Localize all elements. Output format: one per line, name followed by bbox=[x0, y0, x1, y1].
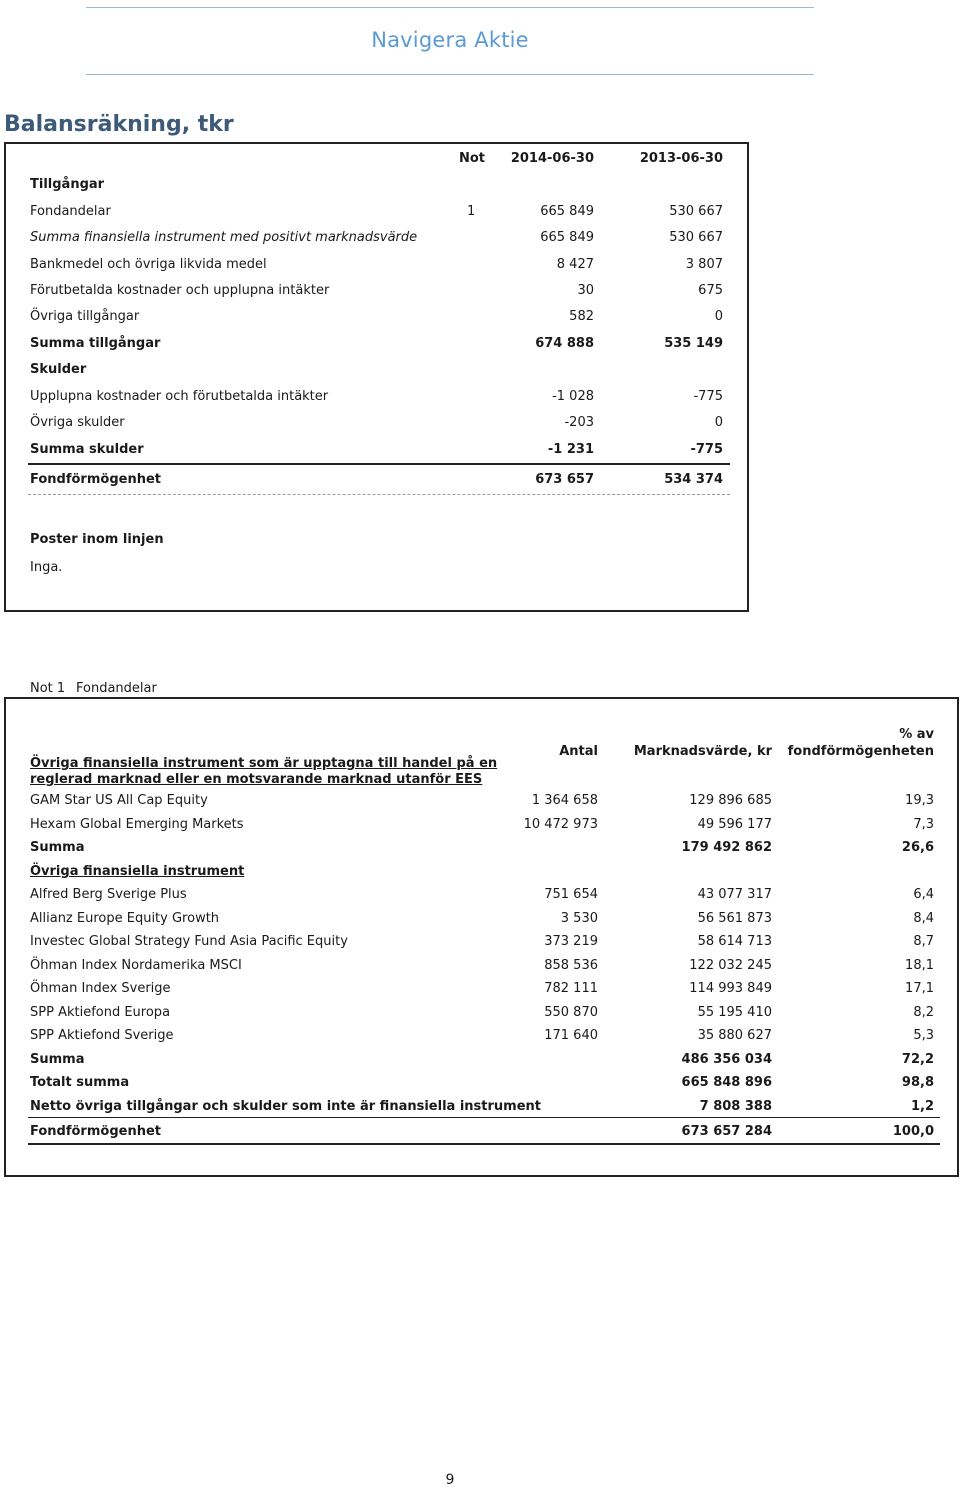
net-assets-rule-top bbox=[28, 1117, 940, 1118]
group-heading-other: Övriga finansiella instrument bbox=[30, 864, 245, 879]
holding-value: 55 195 410 bbox=[697, 1005, 772, 1020]
holding-value: 122 032 245 bbox=[689, 958, 772, 973]
subtotal-value: 179 492 862 bbox=[681, 840, 772, 855]
holding-value: 43 077 317 bbox=[697, 887, 772, 902]
note-label: Not 1 bbox=[30, 681, 66, 696]
holding-value: 129 896 685 bbox=[689, 793, 772, 808]
holding-value: 35 880 627 bbox=[697, 1028, 772, 1043]
header-rule-top bbox=[86, 7, 814, 8]
holding-value: 56 561 873 bbox=[697, 911, 772, 926]
net-assets-value: 673 657 284 bbox=[681, 1124, 772, 1139]
col-header-note: Not bbox=[459, 151, 486, 166]
balance-row-value-2013: 675 bbox=[698, 283, 723, 298]
holding-name: Öhman Index Nordamerika MSCI bbox=[30, 958, 242, 973]
balance-row-label: Fondandelar bbox=[30, 204, 111, 219]
col-header-pct-line2: fondförmögenheten bbox=[787, 744, 934, 759]
holding-pct: 6,4 bbox=[913, 887, 934, 902]
subtotal-value: 486 356 034 bbox=[681, 1052, 772, 1067]
holding-name: Hexam Global Emerging Markets bbox=[30, 817, 244, 832]
net-other-label: Netto övriga tillgångar och skulder som inte är finansiella instrument bbox=[30, 1099, 541, 1114]
net-assets-rule-bottom bbox=[28, 1143, 940, 1145]
net-other-value: 7 808 388 bbox=[699, 1099, 772, 1114]
off-balance-heading: Poster inom linjen bbox=[30, 532, 164, 547]
balance-row-value-2014: -1 028 bbox=[552, 389, 594, 404]
balance-row-value-2013: 534 374 bbox=[664, 472, 723, 487]
balance-row-label: Fondförmögenhet bbox=[30, 472, 161, 487]
balance-row-label: Skulder bbox=[30, 362, 87, 377]
holding-pct: 19,3 bbox=[905, 793, 934, 808]
header-rule-bottom bbox=[86, 74, 814, 75]
off-balance-text: Inga. bbox=[30, 560, 63, 575]
holding-antal: 373 219 bbox=[544, 934, 598, 949]
balance-row-label: Bankmedel och övriga likvida medel bbox=[30, 257, 267, 272]
balance-row-label: Summa skulder bbox=[30, 442, 144, 457]
holding-pct: 5,3 bbox=[913, 1028, 934, 1043]
col-header-2013: 2013-06-30 bbox=[639, 151, 723, 166]
holding-name: SPP Aktiefond Sverige bbox=[30, 1028, 174, 1043]
balance-row-label: Övriga tillgångar bbox=[30, 309, 140, 324]
total-rule bbox=[28, 463, 730, 465]
subtotal-label: Summa bbox=[30, 1052, 85, 1067]
balance-row-label: Tillgångar bbox=[30, 177, 105, 192]
holding-antal: 3 530 bbox=[560, 911, 598, 926]
balance-row-value-2013: 535 149 bbox=[664, 336, 723, 351]
holding-pct: 7,3 bbox=[913, 817, 934, 832]
grand-total-label: Totalt summa bbox=[30, 1075, 130, 1090]
holding-value: 49 596 177 bbox=[697, 817, 772, 832]
holding-pct: 17,1 bbox=[905, 981, 934, 996]
holding-antal: 782 111 bbox=[544, 981, 598, 996]
holding-value: 114 993 849 bbox=[689, 981, 772, 996]
grand-total-pct: 98,8 bbox=[901, 1075, 934, 1090]
balance-row-value-2013: 3 807 bbox=[685, 257, 723, 272]
holding-antal: 751 654 bbox=[544, 887, 598, 902]
col-header-antal: Antal bbox=[559, 744, 598, 759]
balance-row-value-2014: 665 849 bbox=[540, 230, 594, 245]
balance-row-value-2014: 30 bbox=[577, 283, 594, 298]
balance-row-value-2013: 0 bbox=[714, 309, 723, 324]
balance-sheet-heading: Balansräkning, tkr bbox=[4, 112, 234, 137]
col-header-market-value: Marknadsvärde, kr bbox=[633, 744, 772, 759]
balance-row-value-2014: 665 849 bbox=[540, 204, 594, 219]
holding-value: 58 614 713 bbox=[697, 934, 772, 949]
holding-antal: 171 640 bbox=[544, 1028, 598, 1043]
balance-row-value-2013: -775 bbox=[690, 442, 723, 457]
grand-total-value: 665 848 896 bbox=[681, 1075, 772, 1090]
balance-row-value-2013: 530 667 bbox=[669, 204, 723, 219]
col-header-pct-line1: % av bbox=[899, 727, 934, 742]
balance-row-note: 1 bbox=[467, 204, 476, 219]
balance-row-label: Förutbetalda kostnader och upplupna intäkter bbox=[30, 283, 330, 298]
balance-row-label: Summa finansiella instrument med positivt marknadsvärde bbox=[30, 230, 418, 245]
subtotal-pct: 26,6 bbox=[901, 840, 934, 855]
holding-pct: 8,7 bbox=[913, 934, 934, 949]
balance-row-value-2014: 674 888 bbox=[535, 336, 594, 351]
holding-name: Alfred Berg Sverige Plus bbox=[30, 887, 187, 902]
holding-name: Allianz Europe Equity Growth bbox=[30, 911, 220, 926]
subtotal-pct: 72,2 bbox=[901, 1052, 934, 1067]
balance-row-value-2014: 582 bbox=[569, 309, 594, 324]
underline-rule bbox=[28, 494, 730, 495]
balance-row-label: Upplupna kostnader och förutbetalda intäkter bbox=[30, 389, 329, 404]
balance-row-label: Övriga skulder bbox=[30, 415, 125, 430]
balance-row-label: Summa tillgångar bbox=[30, 336, 161, 351]
balance-row-value-2014: -203 bbox=[564, 415, 594, 430]
balance-row-value-2014: -1 231 bbox=[547, 442, 594, 457]
balance-row-value-2014: 673 657 bbox=[535, 472, 594, 487]
balance-row-value-2014: 8 427 bbox=[556, 257, 594, 272]
document-title: Navigera Aktie bbox=[371, 28, 529, 52]
holding-pct: 18,1 bbox=[905, 958, 934, 973]
holding-name: Öhman Index Sverige bbox=[30, 981, 171, 996]
holding-antal: 550 870 bbox=[544, 1005, 598, 1020]
page-number: 9 bbox=[445, 1472, 455, 1488]
holding-name: GAM Star US All Cap Equity bbox=[30, 793, 208, 808]
balance-row-value-2013: 530 667 bbox=[669, 230, 723, 245]
holding-pct: 8,2 bbox=[913, 1005, 934, 1020]
holding-antal: 10 472 973 bbox=[523, 817, 598, 832]
col-header-2014: 2014-06-30 bbox=[510, 151, 594, 166]
balance-row-value-2013: -775 bbox=[693, 389, 723, 404]
net-assets-pct: 100,0 bbox=[892, 1124, 934, 1139]
note-title: Fondandelar bbox=[76, 681, 157, 696]
holding-pct: 8,4 bbox=[913, 911, 934, 926]
holding-antal: 1 364 658 bbox=[531, 793, 598, 808]
holding-name: Investec Global Strategy Fund Asia Pacific Equity bbox=[30, 934, 348, 949]
net-other-pct: 1,2 bbox=[910, 1099, 934, 1114]
group-heading: Övriga finansiella instrument som är upptagna till handel på en reglerad marknad eller en motsvarande marknad utanför EES bbox=[30, 756, 498, 787]
subtotal-label: Summa bbox=[30, 840, 85, 855]
net-assets-label: Fondförmögenhet bbox=[30, 1124, 161, 1139]
holding-name: SPP Aktiefond Europa bbox=[30, 1005, 171, 1020]
balance-row-value-2013: 0 bbox=[714, 415, 723, 430]
holding-antal: 858 536 bbox=[544, 958, 598, 973]
